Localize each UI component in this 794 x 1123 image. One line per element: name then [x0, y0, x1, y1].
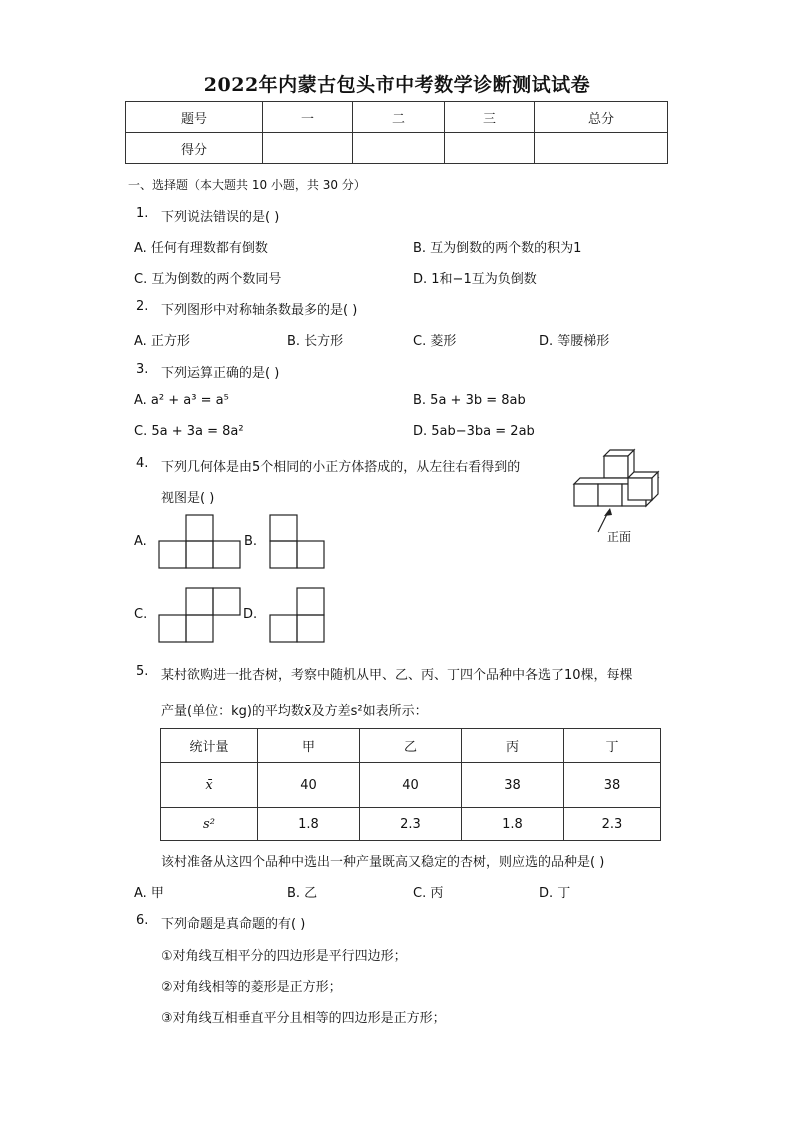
question-stem: 下列图形中对称轴条数最多的是( ): [161, 303, 358, 318]
question-number: 2.: [136, 299, 149, 314]
question-stem: 下列说法错误的是( ): [161, 210, 280, 225]
option-a: A. 任何有理数都有倒数: [134, 241, 268, 256]
option-b: B. 5a + 3b = 8ab: [413, 393, 526, 408]
stats-header-cell: 乙: [360, 729, 462, 763]
stats-cell: 1.8: [258, 808, 360, 841]
option-d: D. 5ab−3ba = 2ab: [413, 424, 535, 439]
option-d: D. 等腰梯形: [539, 334, 610, 349]
stats-cell: 40: [360, 763, 462, 808]
stats-header-cell: 统计量: [161, 729, 258, 763]
option-c: C. 菱形: [413, 334, 457, 349]
score-cell: [445, 133, 535, 164]
stats-header-cell: 丙: [462, 729, 564, 763]
score-table-header-row: [126, 102, 668, 133]
stats-cell: 1.8: [462, 808, 564, 841]
question-stem: 某村欲购进一批杏树，考察中随机从甲、乙、丙、丁四个品种中各选了10棵，每棵: [161, 668, 633, 683]
question-number: 4.: [136, 456, 149, 471]
view-option-a: [158, 513, 242, 569]
question-stem-continued: 该村准备从这四个品种中选出一种产量既高又稳定的杏树，则应选的品种是( ): [161, 855, 605, 870]
score-header-cell: 总分: [535, 102, 668, 133]
option-b: B.: [244, 534, 258, 549]
option-b: B. 长方形: [287, 334, 344, 349]
option-a: A.: [134, 534, 147, 549]
option-d: D.: [243, 607, 258, 622]
option-a: A. 甲: [134, 886, 164, 901]
question-number: 3.: [136, 362, 149, 377]
stats-row-variance: [161, 808, 661, 841]
page-title: 2022年内蒙古包头市中考数学诊断测试试卷: [203, 74, 591, 96]
option-a: A. 正方形: [134, 334, 190, 349]
option-c: C.: [134, 607, 148, 622]
score-cell: [535, 133, 668, 164]
view-option-b: [269, 513, 327, 569]
question-number: 5.: [136, 664, 149, 679]
question-stem-continued: 产量(单位：kg)的平均数x̄及方差s²如表所示：: [161, 704, 428, 719]
score-header-cell: 题号: [126, 102, 263, 133]
statement-item: ①对角线互相平分的四边形是平行四边形；: [161, 949, 407, 964]
view-option-c: [158, 586, 242, 644]
view-option-d: [269, 586, 327, 644]
statement-item: ③对角线互相垂直平分且相等的四边形是正方形；: [161, 1011, 446, 1026]
score-header-cell: 二: [353, 102, 445, 133]
stats-cell: 40: [258, 763, 360, 808]
stats-cell: 2.3: [564, 808, 661, 841]
option-c: C. 5a + 3a = 8a²: [134, 424, 244, 439]
score-table: [125, 101, 668, 164]
question-number: 1.: [136, 206, 149, 221]
score-cell: [263, 133, 353, 164]
question-stem: 下列几何体是由5个相同的小正方体搭成的，从左往右看得到的: [161, 460, 521, 475]
stats-row-label: s²: [161, 808, 258, 841]
option-b: B. 互为倒数的两个数的积为1: [413, 241, 582, 256]
option-c: C. 互为倒数的两个数同号: [134, 272, 282, 287]
stats-table: [160, 728, 661, 841]
statement-item: ②对角线相等的菱形是正方形；: [161, 980, 342, 995]
option-d: D. 1和−1互为负倒数: [413, 272, 537, 287]
question-number: 6.: [136, 913, 149, 928]
stats-header-cell: 丁: [564, 729, 661, 763]
section-heading: 一、选择题（本大题共 10 小题，共 30 分）: [128, 178, 366, 192]
score-row-label: 得分: [126, 133, 263, 164]
score-cell: [353, 133, 445, 164]
stats-row-label: x̄: [161, 763, 258, 808]
question-stem: 下列命题是真命题的有( ): [161, 917, 306, 932]
score-table-row: [126, 133, 668, 164]
score-header-cell: 一: [263, 102, 353, 133]
option-a: A. a² + a³ = a⁵: [134, 393, 229, 408]
stats-header-cell: 甲: [258, 729, 360, 763]
front-label: 正面: [607, 530, 632, 544]
stats-cell: 38: [564, 763, 661, 808]
stats-cell: 38: [462, 763, 564, 808]
question-stem-continued: 视图是( ): [161, 491, 215, 506]
stats-row-mean: [161, 763, 661, 808]
option-d: D. 丁: [539, 886, 571, 901]
stats-header-row: [161, 729, 661, 763]
option-c: C. 丙: [413, 886, 444, 901]
question-stem: 下列运算正确的是( ): [161, 366, 280, 381]
score-header-cell: 三: [445, 102, 535, 133]
option-b: B. 乙: [287, 886, 318, 901]
stats-cell: 2.3: [360, 808, 462, 841]
